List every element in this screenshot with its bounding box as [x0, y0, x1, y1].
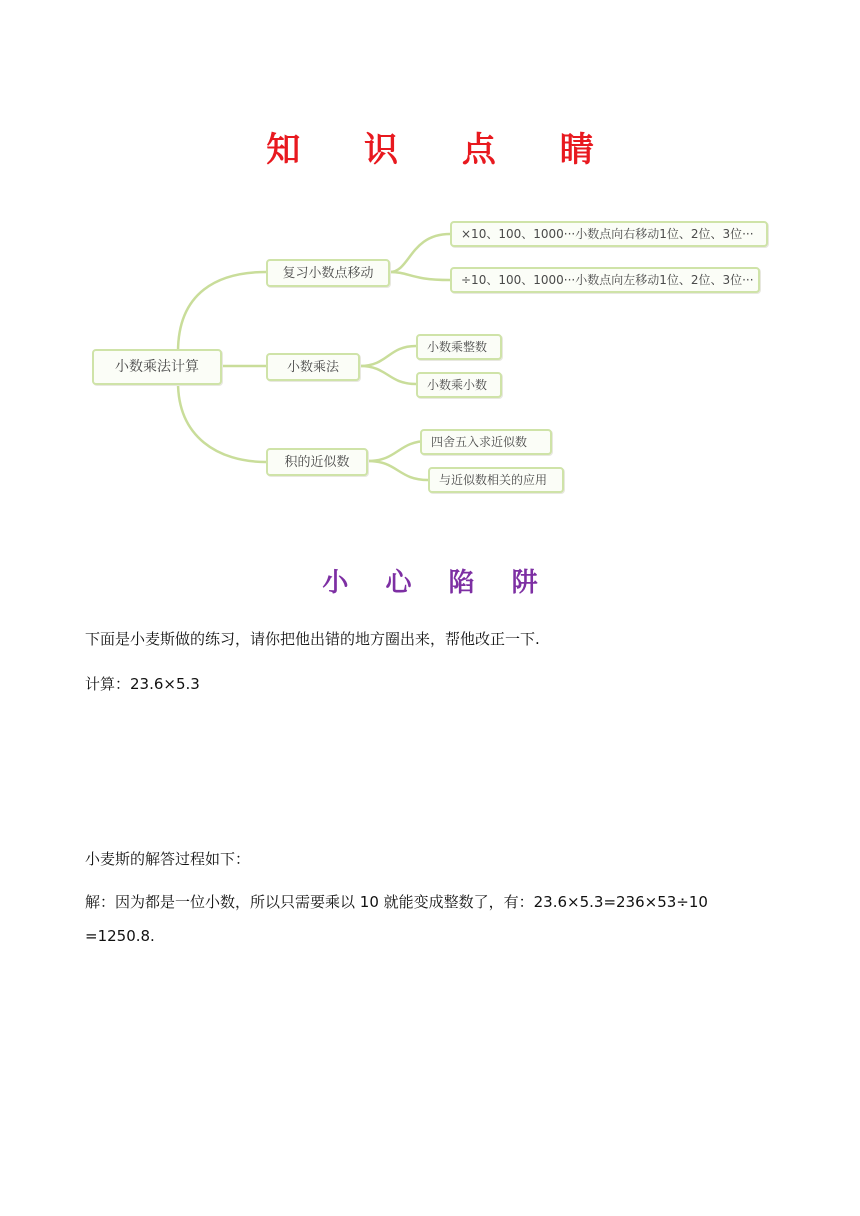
connector-mult-dec: [360, 366, 416, 384]
mind-map-branch-review: 复习小数点移动: [266, 259, 390, 287]
connector-review-left: [390, 272, 450, 280]
problem-calculation: 计算：23.6×5.3: [85, 675, 200, 693]
connector-approx-apply: [368, 461, 428, 480]
section-title-knowledge: 知 识 点 睛: [266, 130, 620, 170]
connector-root-approx: [178, 382, 266, 462]
mind-map: [88, 212, 778, 502]
connector-review-right: [390, 234, 450, 272]
answer-intro: 小麦斯的解答过程如下：: [85, 850, 251, 868]
mind-map-leaf-decimal-times-integer: 小数乘整数: [416, 334, 502, 360]
solution-line-2: =1250.8.: [85, 927, 155, 945]
mind-map-root: 小数乘法计算: [92, 349, 222, 385]
mind-map-leaf-divide-shift: ÷10、100、1000···小数点向左移动1位、2位、3位···: [450, 267, 760, 293]
connector-mult-int: [360, 346, 416, 366]
mind-map-branch-approximation: 积的近似数: [266, 448, 368, 476]
section-title-trap: 小 心 陷 阱: [322, 568, 552, 598]
mind-map-leaf-decimal-times-decimal: 小数乘小数: [416, 372, 502, 398]
problem-intro: 下面是小麦斯做的练习，请你把他出错的地方圈出来，帮他改正一下.: [85, 630, 540, 648]
mind-map-branch-decimal-multiplication: 小数乘法: [266, 353, 360, 381]
mind-map-leaf-multiply-shift: ×10、100、1000···小数点向右移动1位、2位、3位···: [450, 221, 768, 247]
connector-root-review: [178, 272, 266, 352]
mind-map-leaf-rounding: 四舍五入求近似数: [420, 429, 552, 455]
mind-map-leaf-approx-application: 与近似数相关的应用: [428, 467, 564, 493]
solution-line-1: 解：因为都是一位小数，所以只需要乘以 10 就能变成整数了，有：23.6×5.3=236×53÷10: [85, 893, 708, 911]
connector-approx-round: [368, 441, 428, 461]
